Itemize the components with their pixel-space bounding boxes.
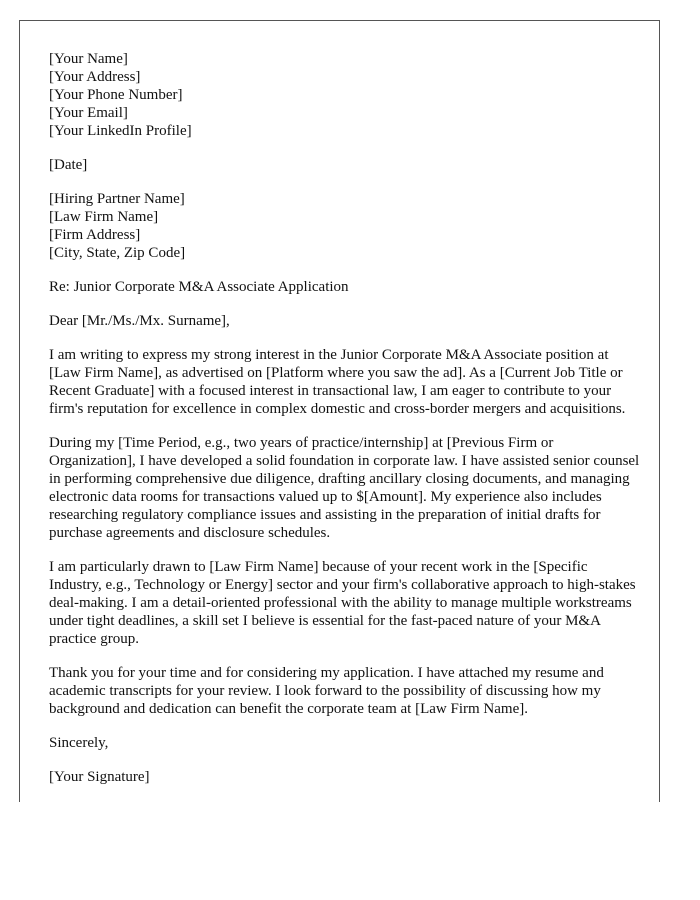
sender-email: [Your Email] <box>49 105 128 121</box>
recipient-name: [Hiring Partner Name] <box>49 191 185 207</box>
sender-phone: [Your Phone Number] <box>49 87 183 103</box>
paragraph-experience: During my [Time Period, e.g., two years of practice/internship] at [Previous Firm or Organization], I have developed a solid foundation in corporate law. I have assisted senior counsel in performing comprehensive due diligence, drafting ancillary closing documents, and managing electronic data rooms for transactions valued up to $[Amount]. My experience also includes researching regulatory compliance issues and assisting in the preparation of initial drafts for purchase agreements and disclosure schedules. <box>49 435 640 541</box>
sender-name: [Your Name] <box>49 51 128 67</box>
salutation: Dear [Mr./Ms./Mx. Surname], <box>49 313 230 329</box>
signature-block <box>49 768 643 786</box>
letter-body <box>49 50 643 786</box>
recipient-address: [Firm Address] <box>49 227 141 243</box>
paragraph-closing: Thank you for your time and for considering my application. I have attached my resume and academic transcripts for your review. I look forward to the possibility of discussing how my background and dedication can benefit the corporate team at [Law Firm Name]. <box>49 665 604 717</box>
salutation-block <box>49 312 643 330</box>
paragraph-intro: I am writing to express my strong interest in the Junior Corporate M&A Associate position at [Law Firm Name], as advertised on [Platform where you saw the ad]. As a [Current Job Title or Recent Graduate] with a focused interest in transactional law, I am eager to contribute to your firm's reputation for excellence in complex domestic and cross-border mergers and acquisitions. <box>49 347 626 417</box>
signature: [Your Signature] <box>49 769 150 785</box>
recipient-city: [City, State, Zip Code] <box>49 245 186 261</box>
sender-address: [Your Address] <box>49 69 141 85</box>
subject-line: Re: Junior Corporate M&A Associate Application <box>49 279 349 295</box>
letter-page <box>19 20 660 802</box>
sender-linkedin: [Your LinkedIn Profile] <box>49 123 192 139</box>
subject-block <box>49 278 643 296</box>
sender-block <box>49 50 643 140</box>
letter-date: [Date] <box>49 157 88 173</box>
closing: Sincerely, <box>49 735 109 751</box>
closing-block <box>49 734 643 752</box>
paragraph-motivation: I am particularly drawn to [Law Firm Name] because of your recent work in the [Specific Industry, e.g., Technology or Energy] sector and your firm's collaborative approach to high-stakes deal-making. I am a detail-oriented professional with the ability to manage multiple workstreams under tight deadlines, a skill set I believe is essential for the fast-paced nature of your M&A practice group. <box>49 559 636 647</box>
recipient-firm: [Law Firm Name] <box>49 209 159 225</box>
date-block <box>49 156 643 174</box>
recipient-block <box>49 190 643 262</box>
